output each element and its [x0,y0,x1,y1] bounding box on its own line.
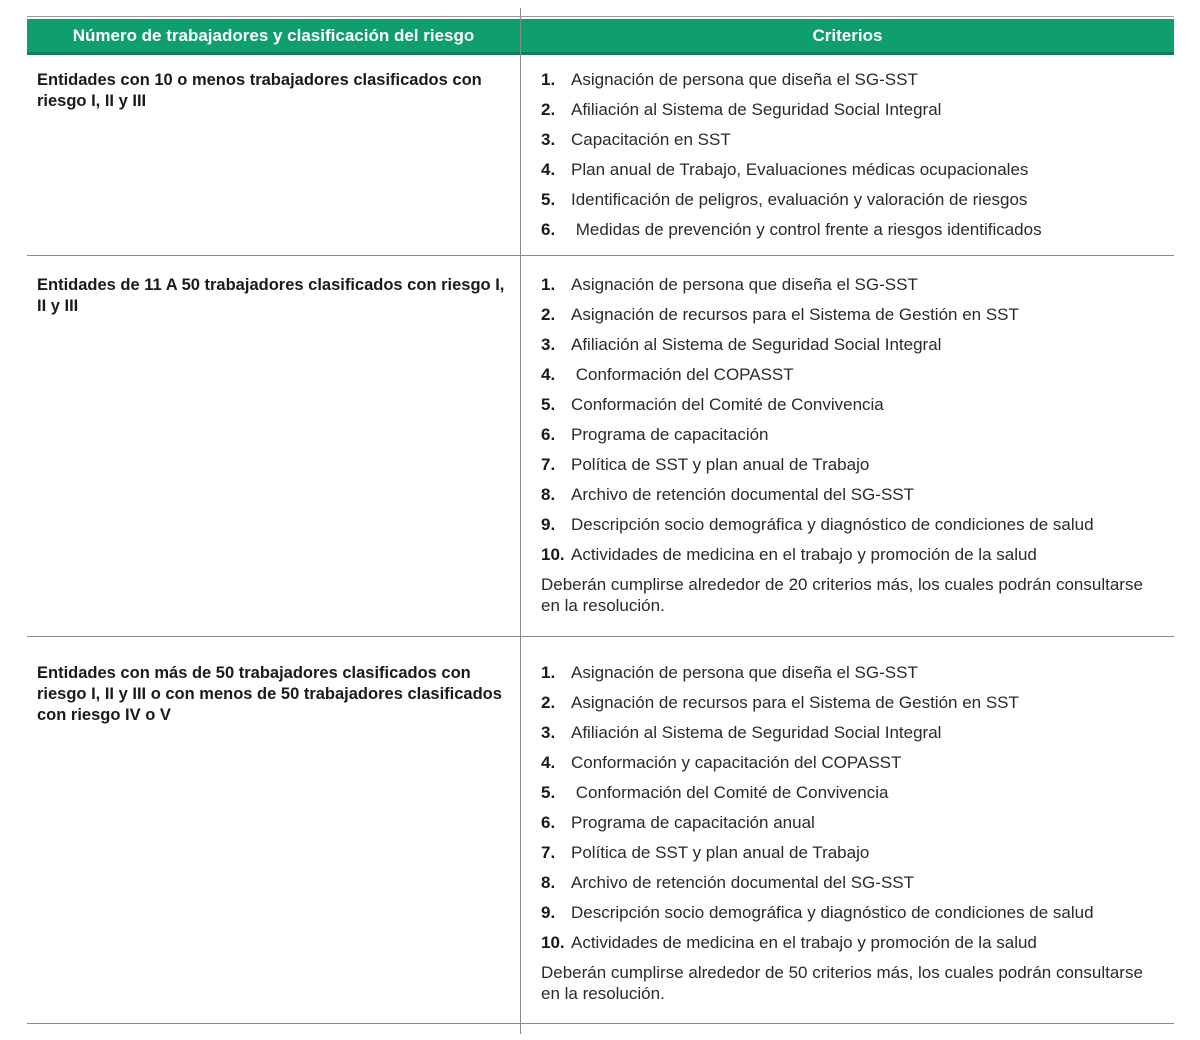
item-number: 6. [541,425,556,444]
item-text: Descripción socio demográfica y diagnóstico de condiciones de salud [571,515,1094,534]
item-number: 10. [541,545,565,564]
item-text: Programa de capacitación anual [571,813,815,832]
item-number: 1. [541,275,556,294]
item-text: Política de SST y plan anual de Trabajo [571,455,870,474]
item-number: 8. [541,873,556,892]
item-number: 6. [541,220,556,239]
list-item [541,515,1181,545]
table-header [27,19,1174,55]
item-text: Conformación del Comité de Convivencia [571,395,884,414]
item-text: Conformación del Comité de Convivencia [571,783,889,802]
item-number: 4. [541,160,556,179]
list-item [541,723,1181,753]
item-text: Actividades de medicina en el trabajo y promoción de la salud [571,545,1037,564]
list-item [541,220,1181,250]
item-text: Conformación y capacitación del COPASST [571,753,902,772]
row-1-label: Entidades con 10 o menos trabajadores clasificados con riesgo I, II y III [37,71,482,110]
list-item [541,873,1181,903]
list-item [541,545,1181,575]
item-text: Política de SST y plan anual de Trabajo [571,843,870,862]
list-item [541,70,1181,100]
item-number: 10. [541,933,565,952]
list-item [541,903,1181,933]
list-item [541,365,1181,395]
item-text: Medidas de prevención y control frente a riesgos identificados [571,220,1042,239]
list-item [541,335,1181,365]
list-item [541,933,1181,963]
item-text: Descripción socio demográfica y diagnóstico de condiciones de salud [571,903,1094,922]
row-3-criteria-list [541,663,1181,963]
item-text: Archivo de retención documental del SG-SST [571,485,915,504]
item-number: 1. [541,70,556,89]
item-number: 5. [541,395,556,414]
item-number: 6. [541,813,556,832]
item-number: 7. [541,843,556,862]
item-text: Capacitación en SST [571,130,731,149]
item-text: Plan anual de Trabajo, Evaluaciones médicas ocupacionales [571,160,1029,179]
item-text: Afiliación al Sistema de Seguridad Social Integral [571,100,942,119]
header-criteria: Criterios [812,26,883,45]
item-text: Programa de capacitación [571,425,769,444]
item-number: 5. [541,783,556,802]
list-item [541,425,1181,455]
item-text: Asignación de persona que diseña el SG-SST [571,275,918,294]
list-item [541,455,1181,485]
item-number: 7. [541,455,556,474]
column-divider [520,8,521,1034]
list-item [541,130,1181,160]
list-item [541,305,1181,335]
list-item [541,783,1181,813]
item-number: 1. [541,663,556,682]
item-number: 2. [541,693,556,712]
item-text: Afiliación al Sistema de Seguridad Social Integral [571,335,942,354]
list-item [541,395,1181,425]
item-text: Asignación de recursos para el Sistema de Gestión en SST [571,305,1019,324]
item-text: Afiliación al Sistema de Seguridad Social Integral [571,723,942,742]
item-text: Asignación de persona que diseña el SG-SST [571,70,918,89]
row-divider [27,255,1174,256]
item-text: Asignación de persona que diseña el SG-SST [571,663,918,682]
item-text: Conformación del COPASST [571,365,794,384]
row-2-criteria-list [541,275,1181,575]
list-item [541,843,1181,873]
list-item [541,100,1181,130]
list-item [541,485,1181,515]
item-number: 3. [541,130,556,149]
item-text: Asignación de recursos para el Sistema de Gestión en SST [571,693,1019,712]
item-text: Identificación de peligros, evaluación y valoración de riesgos [571,190,1028,209]
list-item [541,160,1181,190]
item-number: 3. [541,723,556,742]
list-item [541,275,1181,305]
row-2-label: Entidades de 11 A 50 trabajadores clasificados con riesgo I, II y III [37,276,505,315]
header-workers-risk: Número de trabajadores y clasificación del riesgo [72,26,475,45]
row-2-note: Deberán cumplirse alrededor de 20 criterios más, los cuales podrán consultarse en la resolución. [541,575,1143,615]
item-number: 2. [541,305,556,324]
item-text: Archivo de retención documental del SG-SST [571,873,915,892]
row-divider [27,636,1174,637]
item-number: 9. [541,903,556,922]
row-divider [27,1023,1174,1024]
item-number: 4. [541,365,556,384]
list-item [541,663,1181,693]
list-item [541,813,1181,843]
list-item [541,753,1181,783]
row-3-note: Deberán cumplirse alrededor de 50 criterios más, los cuales podrán consultarse en la resolución. [541,963,1143,1003]
item-number: 9. [541,515,556,534]
item-number: 4. [541,753,556,772]
item-number: 8. [541,485,556,504]
item-number: 3. [541,335,556,354]
row-1-criteria-list [541,70,1181,250]
list-item [541,190,1181,220]
table-top-rule [27,16,1174,17]
item-number: 2. [541,100,556,119]
list-item [541,693,1181,723]
row-3-label: Entidades con más de 50 trabajadores clasificados con riesgo I, II y III o con menos de 50 trabajadores clasificados con riesgo IV o V [37,664,502,724]
item-number: 5. [541,190,556,209]
item-text: Actividades de medicina en el trabajo y promoción de la salud [571,933,1037,952]
